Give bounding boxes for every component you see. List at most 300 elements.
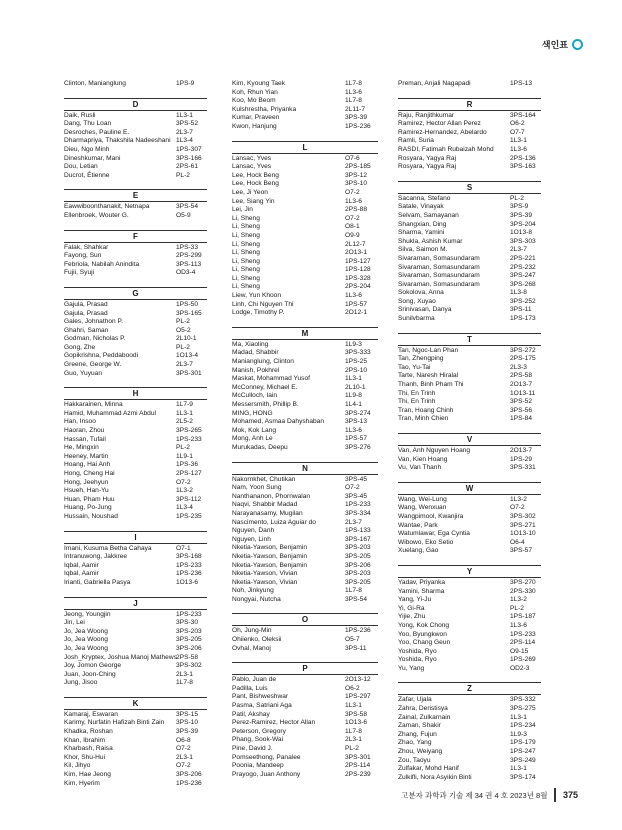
author-name: Oh, Jung-Min	[232, 627, 272, 635]
paper-code: 1O13-6	[345, 719, 367, 727]
author-name: Kharbash, Raisa	[64, 745, 113, 753]
index-entry	[64, 212, 230, 221]
paper-code: 3PS-113	[176, 260, 202, 268]
paper-code: 1L3-1	[510, 765, 527, 773]
paper-code: 3PS-276	[345, 443, 371, 451]
author-name: Maskat, Mohammad Yusof	[232, 375, 310, 383]
author-name: Shangxian, Ding	[398, 220, 447, 228]
author-name: Febriola, Nabilah Anindita	[64, 260, 140, 268]
index-entry	[64, 436, 230, 445]
author-name: Song, Xuyao	[398, 297, 436, 305]
index-entry	[398, 246, 564, 255]
author-name: Li, Sheng	[232, 214, 260, 222]
index-entry	[64, 671, 230, 680]
index-entry	[398, 381, 564, 390]
index-entry	[64, 513, 230, 522]
paper-code: 2PS-232	[510, 263, 536, 271]
index-entry	[232, 427, 388, 436]
index-entry	[232, 693, 388, 702]
paper-code: 1L3-6	[345, 292, 362, 300]
index-entry	[398, 146, 564, 155]
index-entry	[232, 367, 388, 376]
author-name: Lansac, Yves	[232, 154, 272, 162]
paper-code: 3PS-249	[510, 756, 536, 764]
paper-code: 1PS-234	[510, 722, 536, 730]
index-entry	[64, 129, 230, 138]
index-entry	[64, 80, 230, 89]
author-name: Pine, David J.	[232, 745, 273, 752]
author-name: Murukadas, Deepu	[232, 443, 288, 451]
author-name: Eawwiboonthanakit, Netnapa	[64, 203, 150, 211]
letter-section	[64, 387, 230, 521]
page-footer	[401, 788, 578, 802]
paper-code: O5-2	[176, 326, 191, 334]
paper-code: 1PS-233	[176, 435, 202, 443]
author-name: Mohamed, Asmaa Dahyshaban	[232, 418, 324, 426]
paper-code: 2PS-58	[176, 653, 198, 661]
paper-code: 3PS-166	[176, 154, 202, 162]
author-name: Lee, Hock Beng	[232, 180, 279, 188]
index-entry	[232, 711, 388, 720]
paper-code: 1O13-8	[510, 229, 532, 237]
author-name: Li, Sheng	[232, 266, 260, 274]
author-name: Nketia-Yawson, Benjamin	[232, 544, 308, 552]
author-name: Han, Insoo	[64, 418, 96, 426]
index-entry	[398, 137, 564, 146]
author-name: Poonia, Mandeep	[232, 762, 284, 770]
author-name: Huan, Pham Huu	[64, 495, 115, 503]
index-entry	[398, 696, 564, 705]
index-entry	[64, 611, 230, 620]
index-entry	[232, 762, 388, 771]
paper-code: 2PS-299	[176, 252, 202, 260]
index-entry	[232, 375, 388, 384]
index-entry	[398, 739, 564, 748]
index-entry	[232, 501, 388, 510]
index-entry	[64, 719, 230, 728]
index-entry	[64, 579, 230, 588]
author-name: Zhao, Yang	[398, 739, 432, 747]
paper-code: 2L3-7	[510, 246, 527, 254]
paper-code: 3PS-203	[176, 627, 202, 635]
author-name: Nketia-Yawson, Benjamin	[232, 561, 308, 569]
author-name: Kwon, Hanjung	[232, 122, 277, 130]
paper-code: 2PS-58	[510, 372, 532, 380]
paper-code: 3PS-303	[510, 237, 536, 245]
author-name: Tarte, Naresh Hiralal	[398, 372, 459, 380]
index-entry	[232, 232, 388, 241]
paper-code: 2PS-127	[176, 470, 202, 477]
index-entry	[398, 415, 564, 424]
author-name: Clinton, Manianglung	[64, 80, 126, 87]
paper-code: 1PS-247	[510, 748, 536, 756]
index-entry	[232, 392, 388, 401]
index-entry	[232, 536, 388, 545]
index-entry	[64, 427, 230, 436]
paper-code: 3PS-39	[345, 114, 367, 122]
paper-code: PL-2	[176, 343, 190, 351]
author-name: Nascimento, Luiza Aguiar do	[232, 518, 316, 526]
author-name: Zahra, Deristisya	[398, 705, 448, 713]
paper-code: 1PS-128	[345, 266, 371, 274]
author-name: Nguyen, Linh	[232, 535, 271, 543]
letter-heading: G	[64, 287, 207, 300]
paper-code: 1O13-11	[510, 389, 536, 397]
paper-code: 2L3-7	[176, 128, 193, 136]
author-name: Zulkifli, Nora Asyikin Binti	[398, 773, 472, 781]
author-name: Hoang, Hai Anh	[64, 461, 111, 469]
author-name: Lee, Siang Yin	[232, 197, 275, 205]
paper-code: 3PS-13	[345, 418, 367, 426]
paper-code: 3PS-205	[345, 552, 371, 560]
paper-code: 3PS-168	[176, 553, 202, 561]
index-entry	[232, 636, 388, 645]
paper-code: O7-2	[345, 214, 360, 222]
paper-code: 3PS-302	[176, 662, 202, 670]
index-entry	[232, 189, 388, 198]
paper-code: 2PS-10	[345, 366, 367, 374]
index-entry	[232, 223, 388, 232]
author-name: Tan, Zhengping	[398, 355, 444, 363]
index-entry	[232, 106, 388, 115]
author-name: Heeney, Martin	[64, 452, 109, 460]
index-entry	[232, 384, 388, 393]
author-name: Li, Sheng	[232, 240, 260, 248]
author-name: Kumar, Praveen	[232, 114, 280, 122]
paper-code: 2L11-7	[345, 105, 366, 113]
paper-code: 1L3-1	[510, 713, 527, 721]
author-name: Li, Sheng	[232, 257, 260, 265]
paper-code: 1L3-1	[510, 137, 527, 145]
author-name: Tao, Yu-Tai	[398, 363, 431, 371]
index-entry	[398, 714, 564, 723]
paper-code: 1PS-233	[176, 610, 202, 618]
paper-code: O5-7	[345, 636, 360, 644]
index-entry	[232, 570, 388, 579]
author-name: Koo, Mo Beom	[232, 97, 276, 105]
author-name: Kulshrestha, Priyanka	[232, 105, 297, 113]
paper-code: O7-2	[510, 504, 525, 512]
author-name: Yoo, Byungkwon	[398, 630, 447, 638]
paper-code: 3PS-39	[510, 211, 532, 219]
paper-code: 3PS-205	[176, 636, 202, 644]
paper-code: 1L3-1	[176, 111, 193, 119]
index-entry	[64, 553, 230, 562]
index-entry	[232, 544, 388, 553]
index-entry	[64, 645, 230, 654]
author-name: Pant, Bishweshwar	[232, 693, 289, 701]
paper-code: 1PS-179	[510, 739, 536, 747]
paper-code: 1PS-57	[345, 300, 367, 308]
author-name: Pomseethong, Panalee	[232, 753, 301, 761]
paper-code: 1L3-6	[510, 621, 527, 629]
author-name: Jo, Jea Woong	[64, 627, 108, 635]
index-entry	[64, 155, 230, 164]
index-entry	[232, 493, 388, 502]
index-entry	[232, 309, 388, 318]
paper-code: 2O12-1	[345, 309, 367, 317]
index-entry	[64, 163, 230, 172]
page-number: 375	[562, 790, 578, 800]
author-name: Van, Anh Nguyen Hoang	[398, 447, 471, 454]
author-name: Daik, Rusli	[64, 111, 96, 119]
ring-icon	[572, 39, 583, 50]
index-entry	[64, 504, 230, 513]
journal-citation: 고분자 과학과 기술 제 34 권 4 호 2023년 8월	[401, 790, 548, 800]
index-entry	[398, 229, 564, 238]
letter-heading: F	[64, 230, 207, 243]
index-entry	[398, 530, 564, 539]
index-entry	[232, 562, 388, 571]
index-entry	[232, 484, 388, 493]
author-name: Gales, Johnathon P.	[64, 318, 123, 326]
index-entry	[64, 410, 230, 419]
paper-code: 3PS-252	[510, 297, 536, 305]
author-name: Huang, Po-Jung	[64, 504, 112, 512]
paper-code: 1PS-173	[510, 315, 536, 323]
author-name: Van, Kien Hoang	[398, 455, 448, 463]
paper-code: 2L10-1	[176, 335, 197, 343]
paper-code: 1PS-236	[176, 779, 202, 787]
author-name: Kamaraj, Eswaran	[64, 710, 118, 718]
author-name: Falak, Shahkar	[64, 243, 109, 251]
author-name: Koh, Rhun Yian	[232, 88, 278, 96]
author-name: Lee, Ji Yeon	[232, 188, 268, 196]
paper-code: 3PS-10	[345, 180, 367, 188]
author-name: Silva, Saimon M.	[398, 246, 448, 254]
paper-code: 2PS-88	[345, 206, 367, 214]
index-entry	[64, 496, 230, 505]
author-name: Sunilvbarma	[398, 315, 435, 323]
paper-code: 1PS-233	[345, 501, 371, 509]
paper-code: O6-2	[345, 684, 360, 692]
paper-code: 1L7-9	[176, 401, 193, 409]
index-entry	[398, 456, 564, 465]
paper-code: 2L3-1	[176, 670, 193, 678]
paper-code: 2PS-330	[510, 587, 536, 595]
paper-code: 3PS-332	[510, 696, 536, 704]
author-name: Srinivasan, Danya	[398, 306, 452, 314]
letter-section	[232, 662, 388, 779]
letter-section	[232, 462, 388, 605]
letter-section	[64, 697, 230, 788]
author-name: Nam, Yoon Sung	[232, 484, 282, 492]
author-name: Patil, Akshay	[232, 710, 270, 718]
index-entry	[232, 97, 388, 106]
index-entry	[398, 522, 564, 531]
index-entry	[398, 757, 564, 766]
author-name: Jeong, Youngjin	[64, 610, 111, 618]
paper-code: 1L9-3	[510, 730, 527, 738]
paper-code: 3PS-15	[176, 710, 198, 718]
author-name: Nanthananon, Phornwalan	[232, 492, 311, 500]
paper-code: 3PS-57	[510, 547, 532, 555]
paper-code: 3PS-30	[176, 619, 198, 627]
author-name: Hong, Jeehyun	[64, 478, 109, 486]
paper-code: 2PS-61	[176, 163, 198, 171]
index-entry	[232, 163, 388, 172]
author-name: Juan, Joon-Ching	[64, 670, 116, 678]
author-name: Sacanna, Stefano	[398, 194, 451, 202]
author-name: McCulloch, Iain	[232, 392, 278, 400]
author-name: Gajula, Prasad	[64, 300, 108, 308]
paper-code: 1O13-6	[176, 578, 198, 586]
index-entry	[398, 372, 564, 381]
paper-code: 3PS-54	[345, 595, 367, 603]
letter-section	[64, 531, 230, 588]
paper-code: 2L3-7	[345, 518, 362, 526]
paper-code: 1L3-1	[345, 375, 362, 383]
author-name: Dineshkumar, Mani	[64, 154, 121, 162]
index-entry	[398, 272, 564, 281]
index-entry	[398, 748, 564, 757]
index-entry	[64, 711, 230, 720]
paper-code: 2PS-114	[345, 762, 371, 770]
index-entry	[232, 596, 388, 605]
letter-heading: D	[64, 98, 207, 111]
paper-code: O7-7	[510, 128, 525, 136]
index-entry	[232, 349, 388, 358]
author-name: Irianti, Gabriella Pasya	[64, 578, 131, 586]
index-entry	[232, 553, 388, 562]
index-entry	[398, 539, 564, 548]
paper-code: O7-2	[176, 762, 191, 770]
paper-code: 1L3-2	[510, 596, 527, 604]
author-name: Manish, Pokhrel	[232, 366, 280, 374]
index-entry	[398, 731, 564, 740]
paper-code: 3PS-203	[345, 544, 371, 552]
index-entry	[232, 476, 388, 485]
author-name: Nketia-Yawson, Vivian	[232, 570, 298, 578]
author-name: Li, Sheng	[232, 223, 260, 231]
author-name: Nketia-Yawson, Benjamin	[232, 552, 308, 560]
paper-code: 2PS-114	[510, 639, 536, 647]
author-name: Noh, Jinkyung	[232, 587, 274, 595]
author-name: Mok, Kok Lang	[232, 426, 276, 434]
index-entry	[232, 89, 388, 98]
author-name: Preman, Anjali Nagapadi	[398, 80, 471, 87]
paper-code: 1PS-133	[345, 527, 371, 535]
paper-code: O8-1	[345, 223, 360, 231]
index-entry	[64, 487, 230, 496]
paper-code: 3PS-205	[345, 578, 371, 586]
author-name: Messersmith, Phillip B.	[232, 401, 299, 408]
letter-section	[398, 565, 564, 674]
index-entry	[64, 662, 230, 671]
index-entry	[232, 719, 388, 728]
index-entry	[398, 613, 564, 622]
index-entry	[64, 461, 230, 470]
author-name: Kim, Hyerim	[64, 779, 100, 787]
index-entry	[64, 754, 230, 763]
paper-code: 1L3-6	[345, 197, 362, 205]
author-name: Pablo, Juan de	[232, 676, 276, 684]
author-name: Imani, Kusuma Betha Cahaya	[64, 544, 152, 552]
paper-code: 2L3-3	[510, 363, 527, 371]
index-entry	[232, 258, 388, 267]
paper-code: 2O13-7	[510, 381, 532, 389]
author-name: Jo, Jea Woong	[64, 644, 108, 652]
letter-section	[398, 682, 564, 782]
index-entry	[64, 628, 230, 637]
paper-code: 3PS-206	[176, 771, 202, 779]
paper-code: 3PS-58	[345, 710, 367, 718]
index-entry	[398, 665, 564, 674]
paper-code: 1PS-50	[176, 300, 198, 308]
index-entry	[398, 195, 564, 204]
index-entry	[64, 444, 230, 453]
paper-code: 1L3-6	[510, 145, 527, 153]
index-entry	[398, 289, 564, 298]
author-name: Yoshida, Ryo	[398, 656, 437, 664]
author-name: Lansac, Yves	[232, 163, 272, 171]
index-entry	[398, 631, 564, 640]
letter-section	[232, 327, 388, 453]
author-name: Yoshida, Ryo	[398, 647, 437, 655]
index-entry	[232, 180, 388, 189]
letter-section	[64, 287, 230, 378]
index-entry	[398, 447, 564, 456]
index-entry	[398, 112, 564, 121]
paper-code: 1PS-13	[510, 80, 532, 87]
index-entry	[232, 754, 388, 763]
index-entry	[64, 418, 230, 427]
author-name: Ghahri, Saman	[64, 326, 109, 334]
index-entry	[398, 298, 564, 307]
author-name: Yadav, Priyanka	[398, 578, 446, 586]
index-entry	[64, 679, 230, 688]
paper-code: 1L9-1	[176, 452, 193, 460]
index-entry	[64, 335, 230, 344]
paper-code: 3PS-10	[176, 719, 198, 727]
paper-code: 1L3-2	[510, 495, 527, 503]
author-name: Jo, Jea Woong	[64, 636, 108, 644]
letter-heading: T	[398, 333, 541, 346]
author-name: Wibowo, Eko Setio	[398, 538, 454, 546]
paper-code: 3PS-165	[176, 309, 202, 317]
index-entry	[232, 301, 388, 310]
author-name: Zhou, Weiyang	[398, 748, 443, 756]
author-name: Vu, Van Thanh	[398, 464, 442, 472]
author-name: Tran, Minh Chien	[398, 415, 449, 423]
author-name: Wang, Wei-Lung	[398, 495, 447, 503]
index-entry	[232, 444, 388, 453]
paper-code: 3PS-301	[176, 369, 202, 377]
author-name: Ohiienko, Oleksii	[232, 636, 282, 644]
author-name: Godman, Nicholas P.	[64, 335, 126, 343]
paper-code: 2L10-1	[345, 383, 366, 391]
paper-code: 2PS-136	[510, 154, 536, 162]
index-entry	[64, 301, 230, 310]
index-entry	[398, 129, 564, 138]
author-name: Joy, Jomon George	[64, 662, 122, 670]
paper-code: O9-9	[345, 231, 360, 239]
author-name: Desroches, Pauline E.	[64, 128, 130, 136]
letter-heading: E	[64, 189, 207, 202]
index-entry	[64, 401, 230, 410]
author-name: Padilla, Luis	[232, 684, 268, 692]
author-name: Raju, Ranjithkumar	[398, 111, 455, 119]
author-name: Zainal, Zulkarnain	[398, 713, 451, 721]
index-entry	[398, 765, 564, 774]
index-entry	[398, 390, 564, 399]
index-entry	[232, 435, 388, 444]
letter-heading: I	[64, 531, 207, 544]
author-name: Hsueh, Han-Yu	[64, 487, 109, 495]
index-entry	[64, 619, 230, 628]
author-name: Li, Sheng	[232, 249, 260, 257]
index-entry	[64, 745, 230, 754]
